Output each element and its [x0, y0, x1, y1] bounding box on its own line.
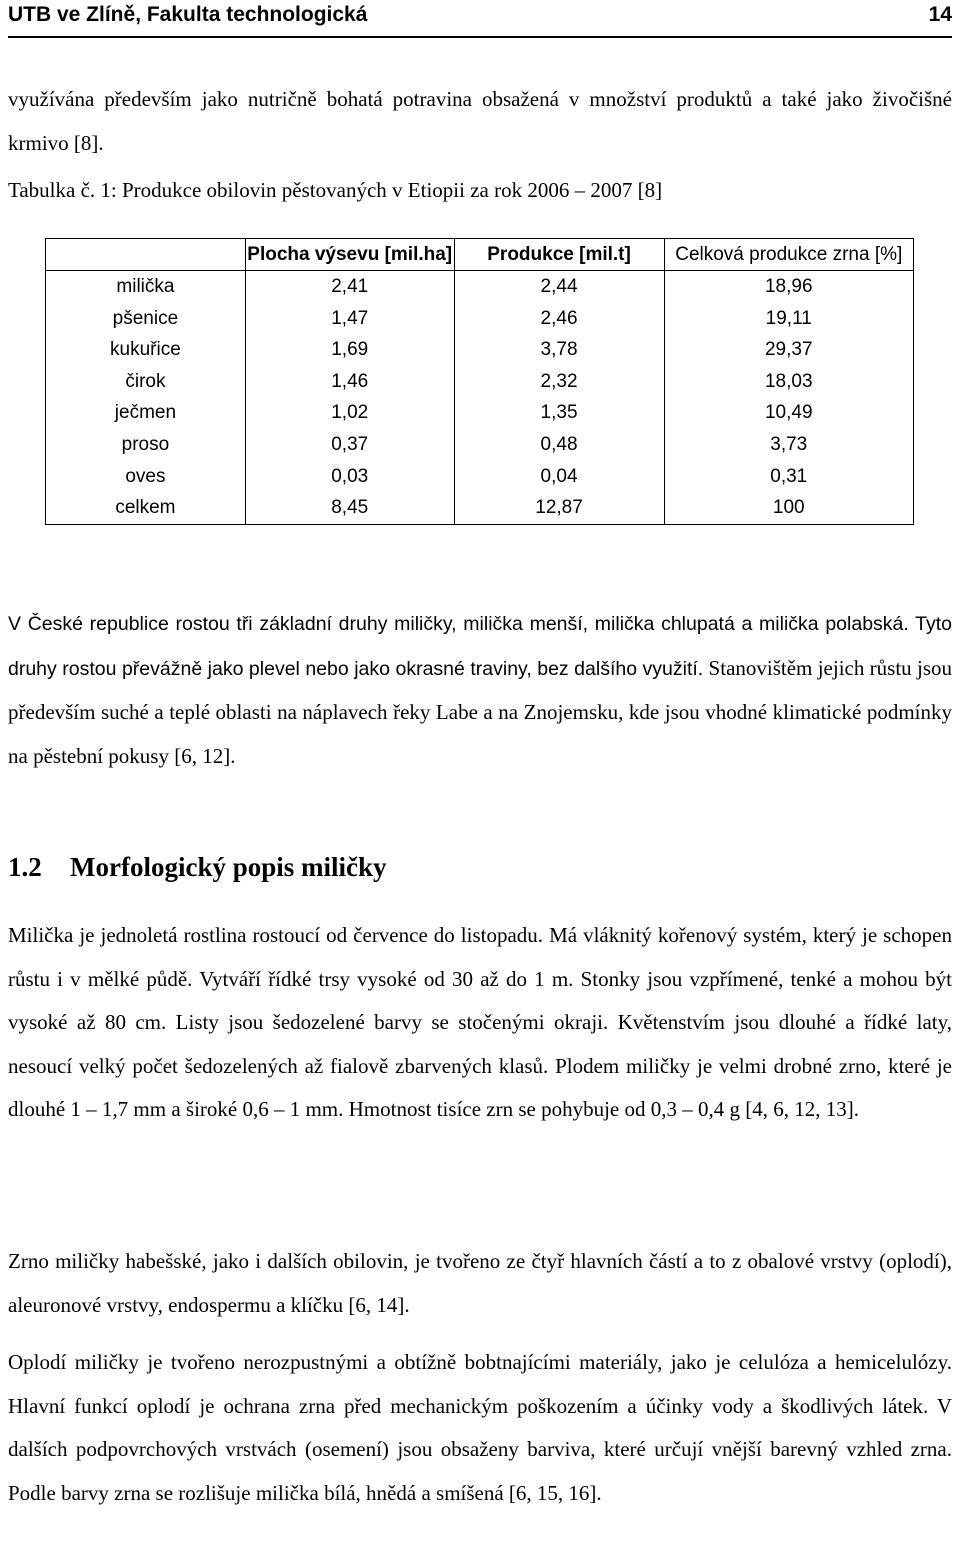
value-cell: 0,03	[245, 461, 454, 493]
value-cell: 2,46	[454, 303, 664, 335]
value-cell: 10,49	[764, 402, 813, 424]
value-cell: 0,48	[454, 429, 664, 461]
value-cell: 8,45	[245, 492, 454, 524]
section-heading	[8, 852, 387, 883]
crop-name-cell: pšenice	[46, 303, 246, 335]
page-number: 14	[928, 3, 952, 26]
value-cell: 3,73	[770, 433, 808, 455]
crop-name-cell: ječmen	[46, 397, 246, 429]
header-title: UTB ve Zlíně, Fakulta technologická	[8, 3, 368, 26]
crop-name-cell: kukuřice	[46, 334, 246, 366]
value-cell: 19,11	[765, 307, 812, 329]
value-cell: 2,41	[245, 271, 454, 303]
paragraph-2-serif-part: Stanovištěm jejich růstu jsou především suché a teplé oblasti na náplavech řeky Labe a na Znojemsku, kde jsou vhodné klimatické podmínky na pěstební pokusy [6, 12].	[8, 655, 953, 768]
value-cell: 1,35	[454, 397, 664, 429]
table-row	[46, 366, 914, 398]
table-row	[46, 461, 914, 493]
value-cell: 1,46	[245, 366, 454, 398]
crop-name-cell: oves	[46, 461, 246, 493]
table-row	[46, 397, 914, 429]
value-cell: 0,37	[245, 429, 454, 461]
value-cell: 1,69	[245, 334, 454, 366]
table-header-cell	[46, 239, 246, 271]
table-header-cell	[664, 239, 914, 271]
paragraph-2	[8, 602, 952, 778]
paragraph-2-sans-part: V České republice rostou tři základní druhy miličky, milička menší, milička chlupatá a milička polabská. Tyto druhy rostou převážně jako plevel nebo jako okrasné traviny, bez dalšího využití.	[8, 613, 952, 680]
paragraph-4: Zrno miličky habešské, jako i dalších obilovin, je tvořeno ze čtyř hlavních částí a to z obalové vrstvy (oplodí), aleuronové vrstvy, endospermu a klíčku [6, 14].	[8, 1249, 952, 1317]
table-caption: Tabulka č. 1: Produkce obilovin pěstovaných v Etiopii za rok 2006 – 2007 [8]	[8, 178, 663, 202]
table-header-cell: Plocha výsevu [mil.ha]	[245, 239, 454, 271]
table-header-cell: Produkce [mil.t]	[454, 239, 664, 271]
section-title: Morfologický popis miličky	[70, 852, 387, 882]
paragraph-5: Oplodí miličky je tvořeno nerozpustnými a obtížně bobtnajícími materiály, jako je celulóza a hemicelulózy. Hlavní funkcí oplodí je ochrana zrna před mechanickým poškozením a účinky vody a škodlivých látek. V dalších podpovrchových vrstvách (osemení) jsou obsaženy barviva, které určují vnější barevný vzhled zrna. Podle barvy zrna se rozlišuje milička bílá, hnědá a smíšená [6, 15, 16].	[8, 1350, 952, 1505]
table-header-text: Celková produkce zrna [%]	[675, 244, 903, 265]
value-cell: 29,37	[764, 339, 813, 361]
paragraph-3: Milička je jednoletá rostlina rostoucí od července do listopadu. Má vláknitý kořenový systém, který je schopen růstu i v mělké půdě. Vytváří řídké trsy vysoké od 30 až do 1 m. Stonky jsou vzpřímené, tenké a mohou být vysoké až 80 cm. Listy jsou šedozelené barvy se stočenými okraji. Květenstvím jsou dlouhé a řídké laty, nesoucí velký počet šedozelených až fialově zbarvených klasů. Plodem miličky je velmi drobné zrno, které je dlouhé 1 – 1,7 mm a široké 0,6 – 1 mm. Hmotnost tisíce zrn se pohybuje od 0,3 – 0,4 g [4, 6, 12, 13].	[8, 923, 952, 1122]
intro-paragraph: využívána především jako nutričně bohatá potravina obsažená v množství produktů a také jako živočišné krmivo [8].	[8, 87, 952, 155]
value-cell: 2,44	[454, 271, 664, 303]
table-row	[46, 303, 914, 335]
table-row	[46, 492, 914, 524]
value-cell: 18,96	[764, 276, 813, 297]
value-cell: 1,47	[245, 303, 454, 335]
value-cell: 2,32	[454, 366, 664, 398]
value-cell: 0,31	[770, 465, 808, 487]
section-number: 1.2	[8, 852, 42, 882]
page-header	[8, 0, 952, 38]
crop-name-cell: čirok	[46, 366, 246, 398]
cereal-production-table	[45, 238, 914, 525]
value-cell: 100	[772, 497, 805, 519]
value-cell: 1,02	[245, 397, 454, 429]
value-cell: 0,04	[454, 461, 664, 493]
crop-name-cell: celkem	[46, 492, 246, 524]
crop-name-cell: proso	[46, 429, 246, 461]
table-header-row	[46, 239, 914, 271]
table-row	[46, 271, 914, 303]
table-row	[46, 334, 914, 366]
value-cell: 3,78	[454, 334, 664, 366]
crop-name-cell: milička	[46, 271, 246, 303]
table-row	[46, 429, 914, 461]
value-cell: 12,87	[454, 492, 664, 524]
value-cell: 18,03	[764, 370, 813, 392]
